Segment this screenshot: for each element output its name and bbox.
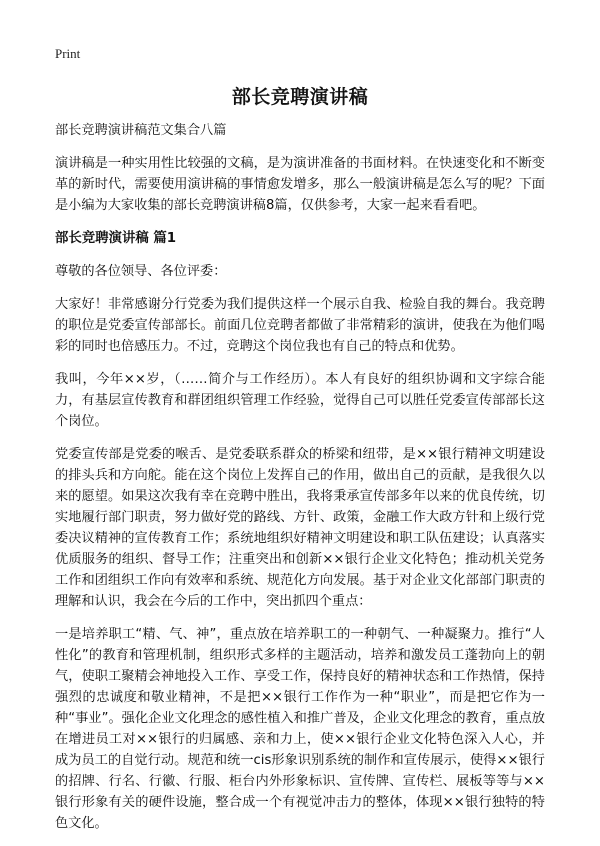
document-body [55,120,545,846]
body-paragraph-2: 我叫，今年××岁，（……简介与工作经历）。本人有良好的组织协调和文字综合能力，有基层宣传教育和群团组织管理工作经验，觉得自己可以胜任党委宣传部部长这个岗位。 [55,372,545,429]
salutation-paragraph: 尊敬的各位领导、各位评委： [55,264,227,279]
section-heading: 部长竞聘演讲稿 篇1 [55,231,177,246]
body-paragraph-3: 党委宣传部是党委的喉舌、是党委联系群众的桥梁和纽带，是××银行精神文明建设的排头兵和方向舵。能在这个岗位上发挥自己的作用，做出自己的贡献，是我很久以来的愿望。如果这次我有幸在竞聘中胜出，我将秉承宣传部多年以来的优良传统，切实地履行部门职责，努力做好党的路线、方针、政策，金融工作大政方针和上级行党委决议精神的宣传教育工作；系统地组织好精神文明建设和职工队伍建设；认真落实优质服务的组织、督导工作；注重突出和创新××银行企业文化特色；推动机关党务工作和团组织工作向有效率和系统、规范化方向发展。基于对企业文化部部门职责的理解和认识，我会在今后的工作中，突出抓四个重点： [55,447,545,609]
body-paragraph-1: 大家好！非常感谢分行党委为我们提供这样一个展示自我、检验自我的舞台。我竞聘的职位是党委宣传部部长。前面几位竞聘者都做了非常精彩的演讲，使我在为他们喝彩的同时也倍感压力。不过，竞聘这个岗位我也有自己的特点和优势。 [55,297,545,354]
document-subtitle: 部长竞聘演讲稿范文集合八篇 [55,123,227,138]
body-paragraph-4: 一是培养职工“精、气、神”，重点放在培养职工的一种朝气、一种凝聚力。推行“人性化”的教育和管理机制，组织形式多样的主题活动，培养和激发员工蓬勃向上的朝气，使职工聚精会神地投入工作、享受工作，保持良好的精神状态和工作热情，保持强烈的忠诚度和敬业精神，不是把××银行工作作为一种“职业”，而是把它作为一种“事业”。强化企业文化理念的感性植入和推广普及，企业文化理念的教育，重点放在增进员工对××银行的归属感、亲和力上，使××银行企业文化特色深入人心，并成为员工的自觉行动。规范和统一cis形象识别系统的制作和宣传展示，使得××银行的招牌、行名、行徽、行服、柜台内外形象标识、宣传牌、宣传栏、展板等等与××银行形象有关的硬件设施，整合成一个有视觉冲击力的整体，体现××银行独特的特色文化。 [55,627,545,831]
print-link[interactable]: Print [55,46,81,61]
intro-paragraph: 演讲稿是一种实用性比较强的文稿，是为演讲准备的书面材料。在快速变化和不断变革的新时代，需要使用演讲稿的事情愈发增多，那么一般演讲稿是怎么写的呢？下面是小编为大家收集的部长竞聘演讲稿8篇，仅供参考，大家一起来看看吧。 [55,156,545,213]
document-title: 部长竞聘演讲稿 [231,86,369,108]
